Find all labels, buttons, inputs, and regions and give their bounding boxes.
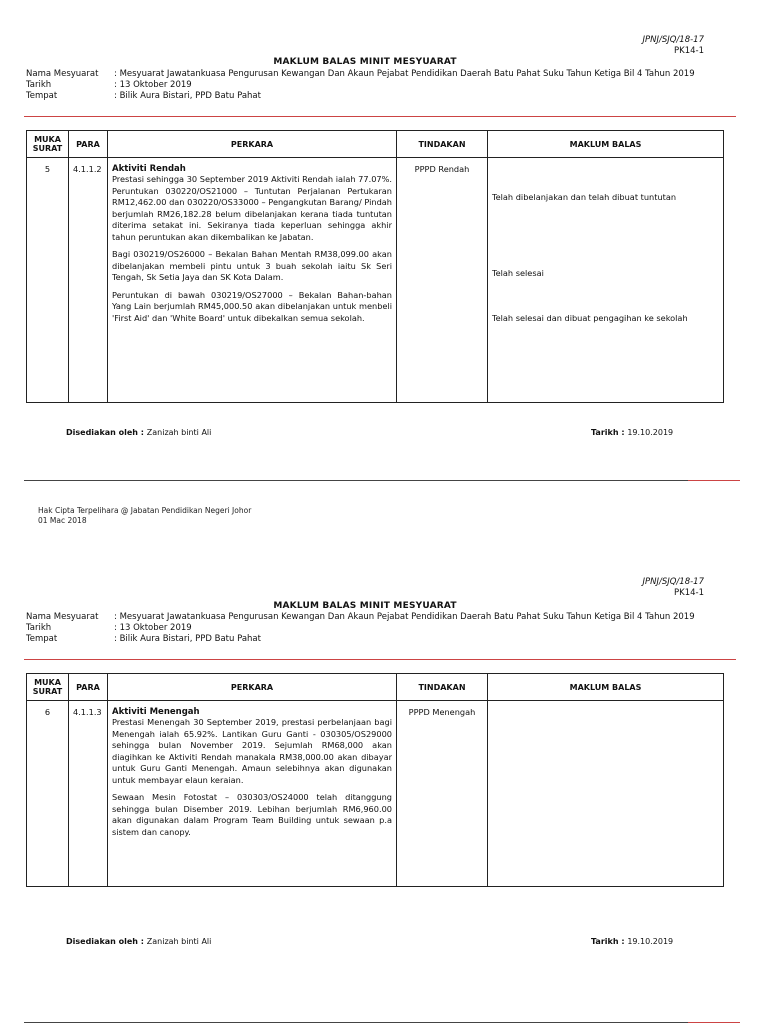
meta-nama-label: Nama Mesyuarat (26, 612, 99, 622)
prepared-by (66, 428, 211, 437)
meta-nama-value: : Mesyuarat Jawatankuasa Pengurusan Kewangan Dan Akaun Pejabat Pendidikan Daerah Batu Pahat Suku Tahun Ketiga Bil 4 Tahun 2019 (114, 69, 695, 79)
table-row (27, 158, 724, 403)
prepared-date-label: Tarikh : (591, 937, 625, 946)
doc-code: JPNJ/SJQ/18-17 (642, 35, 704, 45)
cell-tindakan: PPPD Menengah (397, 701, 488, 887)
cell-muka-surat: 5 (27, 158, 69, 403)
perkara-paragraph: Peruntukan di bawah 030219/OS27000 – Bekalan Bahan-bahan Yang Lain berjumlah RM45,000.50 akan dibelanjakan untuk menbeli 'First Aid' dan 'White Board' untuk dibekalkan semua sekolah. (112, 289, 392, 323)
maklum-balas-item: Telah dibelanjakan dan telah dibuat tuntutan (492, 192, 677, 202)
col-maklum-balas: MAKLUM BALAS (488, 131, 724, 158)
perkara-heading: Aktiviti Rendah (112, 164, 186, 174)
col-para: PARA (69, 131, 108, 158)
col-para: PARA (69, 674, 108, 701)
footer-divider (24, 480, 716, 481)
table-row (27, 701, 724, 887)
divider (24, 116, 736, 117)
col-perkara: PERKARA (108, 674, 397, 701)
form-code: PK14-1 (674, 588, 704, 598)
col-muka-surat: MUKA SURAT (27, 131, 69, 158)
prepared-by-name: Zanizah binti Ali (146, 428, 212, 437)
minutes-table (26, 673, 724, 887)
meeting-meta (26, 69, 695, 102)
prepared-date (591, 937, 673, 946)
meta-tarikh-value: : 13 Oktober 2019 (114, 623, 192, 633)
document-reference (642, 35, 704, 57)
maklum-balas-item: Telah selesai (492, 268, 544, 278)
meta-nama-value: : Mesyuarat Jawatankuasa Pengurusan Kewangan Dan Akaun Pejabat Pendidikan Daerah Batu Pahat Suku Tahun Ketiga Bil 4 Tahun 2019 (114, 612, 695, 622)
prepared-date-value: 19.10.2019 (627, 937, 674, 946)
document-reference (642, 577, 704, 599)
meta-tarikh-label: Tarikh (26, 623, 52, 633)
prepared-by (66, 937, 211, 946)
prepared-date (591, 428, 673, 437)
prepared-by-name: Zanizah binti Ali (146, 937, 212, 946)
perkara-heading: Aktiviti Menengah (112, 707, 200, 717)
doc-code: JPNJ/SJQ/18-17 (642, 577, 704, 587)
cell-maklum-balas (488, 701, 724, 887)
page-title: MAKLUM BALAS MINIT MESYUARAT (273, 601, 457, 611)
cell-tindakan: PPPD Rendah (397, 158, 488, 403)
table-header-row (27, 131, 724, 158)
meta-tempat-label: Tempat (26, 91, 58, 101)
copyright-date: 01 Mac 2018 (38, 516, 87, 525)
copyright (38, 506, 251, 526)
meeting-meta (26, 612, 695, 645)
meta-tempat-value: : Bilik Aura Bistari, PPD Batu Pahat (114, 634, 261, 644)
perkara-paragraph: Sewaan Mesin Fotostat – 030303/OS24000 telah ditanggung sehingga bulan Disember 2019. Lebihan berjumlah RM6,960.00 akan digunakan dalam Program Team Building untuk sewaan p.a sistem dan canopy. (112, 792, 392, 837)
cell-perkara (108, 701, 397, 887)
perkara-paragraph: Bagi 030219/OS26000 – Bekalan Bahan Mentah RM38,099.00 akan dibelanjakan membeli pintu untuk 3 buah sekolah iaitu Sk Seri Tengah, Sk Setia Jaya dan SK Kota Dalam. (112, 249, 392, 282)
prepared-date-label: Tarikh : (591, 428, 625, 437)
prepared-by-label: Disediakan oleh : (66, 937, 144, 946)
page-title: MAKLUM BALAS MINIT MESYUARAT (273, 57, 457, 67)
document-page-2 (0, 545, 768, 1024)
cell-perkara (108, 158, 397, 403)
form-code: PK14-1 (674, 46, 704, 56)
perkara-paragraph: Prestasi Menengah 30 September 2019, prestasi perbelanjaan bagi Menengah ialah 65.92%. Lantikan Guru Ganti - 030305/OS29000 sehingga bulan November 2019. Sejumlah RM68,000 akan diagihkan ke Aktiviti Rendah manakala RM38,000.00 akan dibayar untuk Guru Ganti Menengah. Amaun selebihnya akan digunakan untuk membayar elaun keraian. (112, 717, 392, 785)
minutes-table (26, 130, 724, 403)
col-muka-surat: MUKA SURAT (27, 674, 69, 701)
col-maklum-balas: MAKLUM BALAS (488, 674, 724, 701)
meta-tempat-value: : Bilik Aura Bistari, PPD Batu Pahat (114, 91, 261, 101)
col-tindakan: TINDAKAN (397, 131, 488, 158)
maklum-balas-item: Telah selesai dan dibuat pengagihan ke sekolah (492, 313, 688, 323)
meta-tarikh-label: Tarikh (26, 80, 52, 90)
cell-para: 4.1.1.3 (69, 701, 108, 887)
footer-divider (24, 1022, 716, 1023)
meta-tempat-label: Tempat (26, 634, 58, 644)
prepared-by-label: Disediakan oleh : (66, 428, 144, 437)
divider (24, 659, 736, 660)
cell-maklum-balas (488, 158, 724, 403)
cell-muka-surat: 6 (27, 701, 69, 887)
footer-accent (688, 1022, 740, 1023)
table-header-row (27, 674, 724, 701)
meta-tarikh-value: : 13 Oktober 2019 (114, 80, 192, 90)
perkara-paragraph: Prestasi sehingga 30 September 2019 Aktiviti Rendah ialah 77.07%. Peruntukan 030220/OS21000 – Tuntutan Perjalanan Pertukaran RM12,462.00 dan 030220/OS33000 – Pengangkutan Barang/ Pindah berjumlah RM26,182.28 belum dibelanjakan kerana tiada tuntutan diterima setakat ini. Sekiranya tiada keperluan sehingga akhir tahun peruntukan akan dikembalikan ke Jabatan. (112, 174, 392, 242)
copyright-text: Hak Cipta Terpelihara @ Jabatan Pendidikan Negeri Johor (38, 506, 252, 515)
footer-accent (688, 480, 740, 481)
col-tindakan: TINDAKAN (397, 674, 488, 701)
meta-nama-label: Nama Mesyuarat (26, 69, 99, 79)
prepared-date-value: 19.10.2019 (627, 428, 674, 437)
col-perkara: PERKARA (108, 131, 397, 158)
cell-para: 4.1.1.2 (69, 158, 108, 403)
